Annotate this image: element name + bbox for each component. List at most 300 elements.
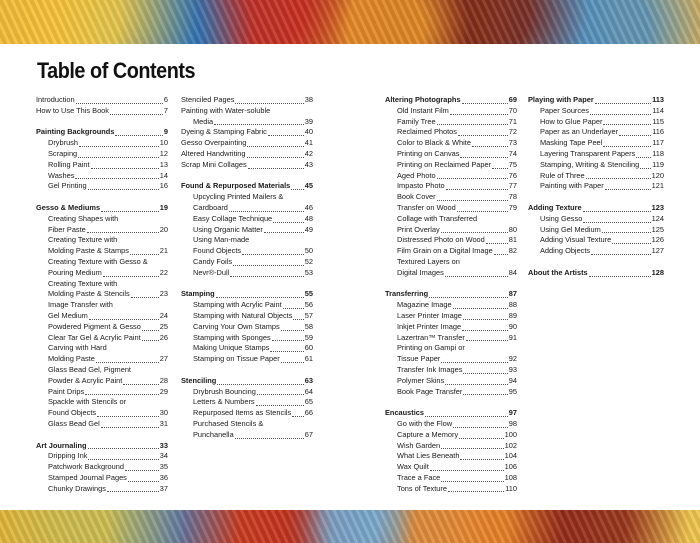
entry-title: Book Page Transfer (397, 386, 463, 396)
entry-title: Molding Paste & Stencils (48, 289, 130, 299)
page-number: 91 (508, 332, 517, 342)
toc-entry (181, 322, 313, 333)
toc-section (181, 289, 313, 365)
toc-entry (528, 138, 664, 149)
page-number: 69 (508, 95, 517, 104)
page-number: 9 (163, 127, 168, 137)
dot-leader (87, 232, 159, 233)
entry-title: Inkjet Printer Image (397, 321, 462, 331)
page-number: 21 (159, 246, 168, 256)
section-heading (36, 441, 168, 452)
dot-leader (586, 178, 651, 179)
dot-leader (101, 427, 159, 428)
dot-leader (640, 168, 651, 169)
dot-leader (270, 351, 303, 352)
dot-leader (460, 459, 503, 460)
dot-leader (88, 189, 159, 190)
page-number: 24 (159, 310, 168, 320)
page-number: 73 (508, 138, 517, 148)
dot-leader (445, 276, 508, 277)
entry-title: Cardboard (193, 202, 228, 212)
entry-title: Print Overlay (397, 224, 440, 234)
page-number: 94 (508, 375, 517, 385)
page-number: 50 (304, 246, 313, 256)
dot-leader (256, 405, 304, 406)
entry-title: Letters & Numbers (193, 397, 255, 407)
dot-leader (273, 222, 304, 223)
entry-title: Color to Black & White (397, 138, 471, 148)
entry-title-line: Using Man-made (193, 235, 250, 245)
section-title: Playing with Paper (528, 95, 594, 104)
page-number: 53 (304, 267, 313, 277)
entry-title: Printing on Canvas (397, 148, 460, 158)
page-number: 125 (651, 224, 664, 234)
page-number: 116 (652, 127, 664, 137)
toc-section (385, 289, 517, 397)
page-number: 98 (508, 418, 517, 428)
entry-title: Carving Your Own Stamps (193, 321, 280, 331)
dot-leader (130, 254, 159, 255)
dot-leader (605, 189, 651, 190)
toc-column-3 (385, 95, 517, 505)
dot-leader (441, 481, 503, 482)
toc-entry (36, 462, 168, 473)
entry-title: Impasto Photo (397, 181, 445, 191)
toc-entry (181, 257, 313, 268)
toc-entry (385, 376, 517, 387)
toc-entry (528, 106, 664, 117)
toc-entry (36, 408, 168, 419)
page-number: 64 (304, 386, 313, 396)
section-heading (528, 268, 664, 279)
entry-title: Making Unique Stamps (193, 343, 270, 353)
toc-entry (385, 117, 517, 128)
entry-title: Digital Images (397, 267, 444, 277)
dot-leader (603, 146, 651, 147)
toc-entry (36, 451, 168, 462)
dot-leader (235, 103, 303, 104)
toc-entry (36, 171, 168, 182)
page-number: 71 (508, 116, 517, 126)
page-number: 46 (304, 202, 313, 212)
toc-section (36, 441, 168, 495)
dot-leader (142, 340, 159, 341)
dot-leader (463, 319, 508, 320)
page-number: 75 (508, 159, 517, 169)
toc-section (36, 95, 168, 117)
page-number: 108 (504, 472, 517, 482)
toc-column-1 (36, 95, 168, 505)
toc-entry (385, 192, 517, 203)
dot-leader (466, 340, 508, 341)
page-number: 117 (652, 138, 664, 148)
section-title: Encaustics (385, 408, 425, 418)
page-number: 126 (651, 235, 664, 245)
toc-entry (385, 171, 517, 182)
entry-title: Old Instant Film (397, 105, 449, 115)
section-title: Found & Repurposed Materials (181, 181, 291, 191)
page-number: 60 (304, 343, 313, 353)
dot-leader (494, 254, 508, 255)
dot-leader (437, 200, 508, 201)
entry-title: Layering Transparent Papers (540, 148, 636, 158)
toc-entry (181, 397, 313, 408)
page-number: 23 (159, 289, 168, 299)
toc-entry (528, 117, 664, 128)
dot-leader (589, 276, 651, 277)
entry-title: Dripping Ink (48, 451, 88, 461)
toc-column-2 (181, 95, 313, 451)
page-number: 90 (508, 321, 517, 331)
page-number: 34 (159, 451, 168, 461)
toc-entry (181, 430, 313, 441)
decorative-painted-band-bottom (0, 510, 700, 543)
page-number: 84 (508, 267, 517, 277)
toc-entry (528, 149, 664, 160)
page-number: 82 (508, 246, 517, 256)
toc-entry (181, 333, 313, 344)
section-title: Stenciling (181, 375, 217, 385)
toc-entry (36, 419, 168, 430)
toc-entry (36, 311, 168, 322)
toc-entry (385, 354, 517, 365)
toc-section (181, 181, 313, 278)
page-number: 26 (159, 332, 168, 342)
section-heading (385, 408, 517, 419)
section-title: Stamping (181, 289, 215, 299)
dot-leader (437, 178, 508, 179)
toc-entry (181, 138, 313, 149)
entry-title: Aged Photo (397, 170, 436, 180)
entry-title: Clear Tar Gel & Acrylic Paint (48, 332, 141, 342)
entry-title: Masking Tape Peel (540, 138, 603, 148)
entry-title: Scrap Mini Collages (181, 159, 247, 169)
page-number: 37 (159, 483, 168, 493)
dot-leader (142, 330, 159, 331)
page-number: 58 (304, 321, 313, 331)
dot-leader (458, 135, 508, 136)
toc-entry (385, 203, 517, 214)
entry-title: Laser Printer Image (397, 310, 462, 320)
page-number: 124 (651, 213, 664, 223)
dot-leader (257, 394, 304, 395)
toc-section (385, 95, 517, 279)
toc-entry (385, 430, 517, 441)
toc-entry (528, 181, 664, 192)
dot-leader (450, 114, 508, 115)
page-number: 22 (159, 267, 168, 277)
toc-entry (385, 473, 517, 484)
entry-title-line: Creating Texture with Gesso & (48, 256, 148, 266)
page-number: 55 (304, 289, 313, 299)
dot-leader (446, 189, 508, 190)
page-number: 128 (651, 267, 664, 277)
dot-leader (595, 103, 651, 104)
entry-title: Rolling Paint (48, 159, 90, 169)
page-number: 10 (159, 138, 168, 148)
entry-title: Stenciled Pages (181, 95, 235, 104)
decorative-painted-band-top (0, 0, 700, 44)
page-number: 42 (304, 148, 313, 158)
entry-title: Punchanella (193, 429, 234, 439)
dot-leader (214, 124, 304, 125)
page-number: 97 (508, 408, 517, 418)
toc-section (36, 127, 168, 192)
dot-leader (229, 211, 304, 212)
dot-leader (248, 168, 304, 169)
dot-leader (459, 438, 503, 439)
entry-title-line: Glass Bead Gel, Pigment (48, 364, 131, 374)
toc-section (528, 203, 664, 257)
toc-entry (385, 387, 517, 398)
entry-title-line: Collage with Transferred (397, 213, 478, 223)
page-number: 20 (159, 224, 168, 234)
toc-entry (385, 127, 517, 138)
entry-title: Book Cover (397, 192, 436, 202)
toc-section (181, 95, 313, 171)
page-number: 41 (304, 138, 313, 148)
toc-entry (36, 149, 168, 160)
entry-title: Capture a Memory (397, 429, 459, 439)
section-heading (385, 95, 517, 106)
entry-title: Fiber Paste (48, 224, 86, 234)
page-number: 7 (163, 105, 168, 115)
page-number: 100 (504, 429, 517, 439)
entry-title: Rule of Three (540, 170, 585, 180)
entry-title-line: Textured Layers on (397, 256, 460, 266)
dot-leader (91, 168, 159, 169)
section-title: Gesso & Mediums (36, 202, 101, 212)
toc-entry (36, 322, 168, 333)
toc-entry (385, 322, 517, 333)
entry-title: Washes (48, 170, 75, 180)
dot-leader (115, 135, 162, 136)
dot-leader (591, 254, 651, 255)
dot-leader (472, 146, 508, 147)
entry-title: Molding Paste & Stamps (48, 246, 129, 256)
dot-leader (437, 124, 508, 125)
entry-title-line: Painting with Water-soluble (181, 105, 271, 115)
entry-title: Stamped Journal Pages (48, 472, 127, 482)
entry-title: Paper as an Underlayer (540, 127, 619, 137)
page-number: 120 (651, 170, 664, 180)
section-title: Transferring (385, 289, 429, 299)
section-title: Art Journaling (36, 440, 87, 450)
entry-title: What Lies Beneath (397, 451, 460, 461)
toc-entry (385, 160, 517, 171)
page-number: 113 (652, 95, 664, 104)
toc-entry (385, 462, 517, 473)
page-number: 92 (508, 354, 517, 364)
page-number: 59 (304, 332, 313, 342)
page-number: 45 (304, 181, 313, 191)
dot-leader (128, 481, 159, 482)
dot-leader (441, 448, 504, 449)
dot-leader (602, 232, 651, 233)
entry-title: Lazertran™ Transfer (397, 332, 465, 342)
dot-leader (463, 373, 507, 374)
dot-leader (235, 438, 304, 439)
entry-title-line: Upcycling Printed Mailers & (193, 192, 284, 202)
entry-title: Introduction (36, 95, 75, 104)
dot-leader (292, 416, 304, 417)
toc-entry (181, 127, 313, 138)
entry-title: Gel Medium (48, 310, 88, 320)
page-number: 63 (304, 375, 313, 385)
page-number: 31 (159, 418, 168, 428)
dot-leader (430, 470, 504, 471)
page-number: 114 (652, 105, 664, 115)
toc-entry (528, 235, 664, 246)
section-heading (528, 203, 664, 214)
dot-leader (107, 491, 159, 492)
dot-leader (462, 103, 508, 104)
dot-leader (448, 491, 504, 492)
dot-leader (233, 265, 304, 266)
toc-entry (36, 484, 168, 495)
dot-leader (88, 448, 159, 449)
entry-title: How to Use This Book (36, 105, 109, 115)
dot-leader (125, 470, 159, 471)
page-number: 119 (652, 159, 664, 169)
page-number: 27 (159, 354, 168, 364)
page-number: 28 (159, 375, 168, 385)
page-number: 104 (504, 451, 517, 461)
page-number: 38 (304, 95, 313, 104)
toc-entry (181, 343, 313, 354)
entry-title-line: Creating Shapes with (48, 213, 119, 223)
dot-leader (460, 157, 507, 158)
page-number: 29 (159, 386, 168, 396)
page-number: 25 (159, 321, 168, 331)
page-number: 76 (508, 170, 517, 180)
dot-leader (583, 222, 650, 223)
section-heading (36, 203, 168, 214)
page-number: 80 (508, 224, 517, 234)
toc-section (181, 376, 313, 441)
toc-entry (181, 354, 313, 365)
entry-title: Altered Handwriting (181, 148, 246, 158)
toc-entry (36, 333, 168, 344)
toc-entry (385, 333, 517, 344)
page-number: 102 (504, 440, 517, 450)
toc-entry (36, 289, 168, 300)
toc-entry (385, 484, 517, 495)
entry-title: Printing on Reclaimed Paper (397, 159, 492, 169)
section-title: About the Artists (528, 267, 588, 277)
entry-title: Stamping with Sponges (193, 332, 271, 342)
page-number: 13 (159, 159, 168, 169)
page-number: 6 (163, 95, 168, 104)
page-number: 36 (159, 472, 168, 482)
toc-entry (385, 451, 517, 462)
page-number: 19 (159, 202, 168, 212)
page-number: 70 (508, 105, 517, 115)
page-number: 30 (159, 408, 168, 418)
entry-title: Film Grain on a Digital Image (397, 246, 493, 256)
dot-leader (463, 394, 507, 395)
entry-title-line: Spackle with Stencils or (48, 397, 127, 407)
dot-leader (281, 362, 304, 363)
page-number: 66 (304, 408, 313, 418)
toc-entry (36, 246, 168, 257)
dot-leader (76, 103, 163, 104)
entry-title: Repurposed Items as Stencils (193, 408, 292, 418)
toc-entry (181, 203, 313, 214)
entry-title: Nevr®-Dull (193, 267, 230, 277)
toc-entry (36, 376, 168, 387)
dot-leader (492, 168, 508, 169)
toc-column-4 (528, 95, 664, 289)
toc-entry (181, 117, 313, 128)
toc-entry (385, 365, 517, 376)
toc-entry (385, 419, 517, 430)
page-number: 65 (304, 397, 313, 407)
section-heading (181, 181, 313, 192)
entry-title: Using Gel Medium (540, 224, 601, 234)
toc-entry (36, 138, 168, 149)
page-number: 123 (651, 202, 664, 212)
toc-entry (36, 106, 168, 117)
dot-leader (88, 459, 158, 460)
entry-title: Found Objects (193, 246, 242, 256)
page-number: 93 (508, 364, 517, 374)
page-number: 121 (651, 181, 664, 191)
page-number: 33 (159, 440, 168, 450)
page-number: 110 (505, 483, 517, 493)
entry-title: Found Objects (48, 408, 97, 418)
page-number: 49 (304, 224, 313, 234)
toc-entry (385, 106, 517, 117)
entry-title: Distressed Photo on Wood (397, 235, 485, 245)
toc-entry (181, 225, 313, 236)
entry-title: Pouring Medium (48, 267, 102, 277)
toc-entry (181, 311, 313, 322)
entry-title-line: Creating Texture with (48, 278, 118, 288)
toc-entry (181, 300, 313, 311)
page-number: 74 (508, 148, 517, 158)
toc-entry (385, 225, 517, 236)
entry-title: Family Tree (397, 116, 436, 126)
page-title: Table of Contents (37, 58, 196, 83)
dot-leader (79, 146, 159, 147)
toc-entry (528, 225, 664, 236)
toc-entry (36, 473, 168, 484)
page-number: 106 (504, 462, 517, 472)
dot-leader (486, 243, 508, 244)
toc-entry (385, 300, 517, 311)
entry-title: Adding Visual Texture (540, 235, 612, 245)
page-number: 56 (304, 300, 313, 310)
dot-leader (457, 211, 508, 212)
entry-title: Trace a Face (397, 472, 441, 482)
dot-leader (103, 276, 159, 277)
dot-leader (291, 189, 304, 190)
toc-entry (385, 246, 517, 257)
toc-entry (385, 268, 517, 279)
entry-title-line: Creating Texture with (48, 235, 118, 245)
entry-title: Transfer Ink Images (397, 364, 463, 374)
toc-entry (528, 127, 664, 138)
toc-entry (385, 181, 517, 192)
dot-leader (78, 157, 159, 158)
section-title: Altering Photographs (385, 95, 461, 104)
dot-leader (97, 416, 159, 417)
toc-entry (385, 441, 517, 452)
toc-entry (181, 268, 313, 279)
toc-entry (528, 160, 664, 171)
dot-leader (242, 254, 304, 255)
